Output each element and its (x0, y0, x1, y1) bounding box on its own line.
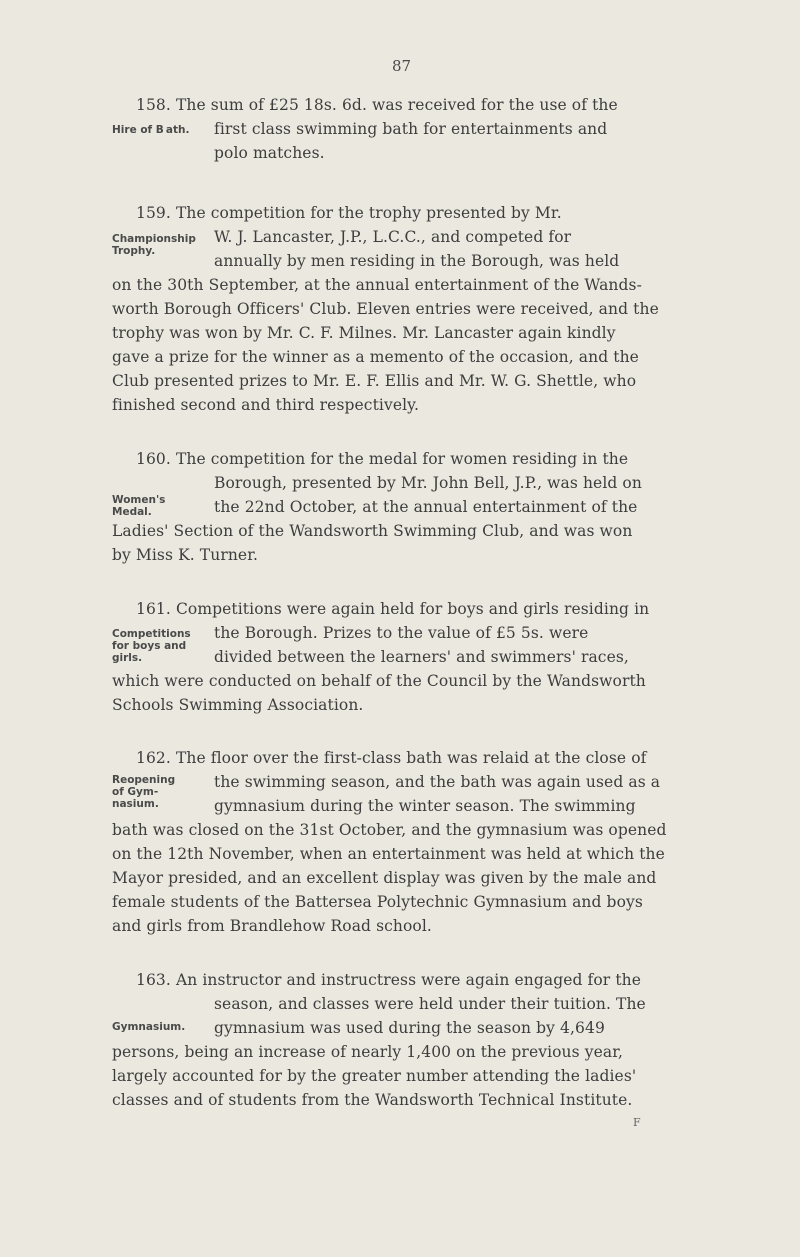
text-line: on the 30th September, at the annual entertainment of the Wands- (112, 276, 642, 294)
text-line: worth Borough Officers' Club. Eleven entries were received, and the (112, 300, 659, 318)
text-line: Borough, presented by Mr. John Bell, J.P., was held on (214, 474, 642, 492)
text-line: trophy was won by Mr. C. F. Milnes. Mr. Lancaster again kindly (112, 324, 616, 342)
text-line: Ladies' Section of the Wandsworth Swimming Club, and was won (112, 522, 633, 540)
text-line: 158. The sum of £25 18s. 6d. was received for the use of the (136, 96, 618, 114)
text-line: W. J. Lancaster, J.P., L.C.C., and competed for (214, 228, 572, 246)
margin-note-gymnasium: Gymnasium. (112, 1021, 186, 1033)
text-line: gave a prize for the winner as a memento of the occasion, and the (112, 348, 639, 366)
text-line: Schools Swimming Association. (112, 696, 364, 714)
text-line: Club presented prizes to Mr. E. F. Ellis and Mr. W. G. Shettle, who (112, 372, 637, 390)
text-line: 159. The competition for the trophy presented by Mr. (136, 204, 562, 222)
text-line: female students of the Battersea Polytechnic Gymnasium and boys (112, 893, 643, 911)
text-line: divided between the learners' and swimmers' races, (214, 648, 629, 666)
text-line: bath was closed on the 31st October, and the gymnasium was opened (112, 821, 667, 839)
text-line: 162. The floor over the first-class bath was relaid at the close of (136, 749, 647, 767)
text-line: largely accounted for by the greater number attending the ladies' (112, 1067, 637, 1085)
text-line: the swimming season, and the bath was again used as a (214, 773, 661, 791)
margin-note-competitions-boys-girls: Competitions for boys and girls. (112, 628, 191, 664)
text-line: the Borough. Prizes to the value of £5 5s. were (214, 624, 589, 642)
text-line: on the 12th November, when an entertainment was held at which the (112, 845, 665, 863)
text-line: finished second and third respectively. (112, 396, 419, 414)
text-line: persons, being an increase of nearly 1,400 on the previous year, (112, 1043, 624, 1061)
text-line: annually by men residing in the Borough, was held (214, 252, 620, 270)
text-line: gymnasium during the winter season. The swimming (214, 797, 636, 815)
text-line: which were conducted on behalf of the Council by the Wandsworth (112, 672, 646, 690)
margin-note-hire-of-bath: Hire of B ath. (112, 124, 190, 136)
text-line: 163. An instructor and instructress were again engaged for the (136, 971, 642, 989)
text-line: gymnasium was used during the season by 4,649 (214, 1019, 605, 1037)
text-line: polo matches. (214, 144, 325, 162)
text-line: by Miss K. Turner. (112, 546, 259, 564)
margin-note-championship-trophy: Championship Trophy. (112, 233, 196, 257)
text-line: the 22nd October, at the annual entertainment of the (214, 498, 638, 516)
text-line: and girls from Brandlehow Road school. (112, 917, 432, 935)
margin-note-reopening-gymnasium: Reopening of Gym- nasium. (112, 774, 176, 810)
text-line: 161. Competitions were again held for boys and girls residing in (136, 600, 650, 618)
text-line: classes and of students from the Wandsworth Technical Institute. (112, 1091, 633, 1109)
text-line: Mayor presided, and an excellent display was given by the male and (112, 869, 657, 887)
text-line: first class swimming bath for entertainments and (214, 120, 608, 138)
text-line: season, and classes were held under their tuition. The (214, 995, 646, 1013)
signature-mark: F (633, 1116, 641, 1129)
margin-note-womens-medal: Women's Medal. (112, 494, 166, 518)
text-line: 160. The competition for the medal for women residing in the (136, 450, 629, 468)
page-number: 87 (392, 57, 412, 75)
